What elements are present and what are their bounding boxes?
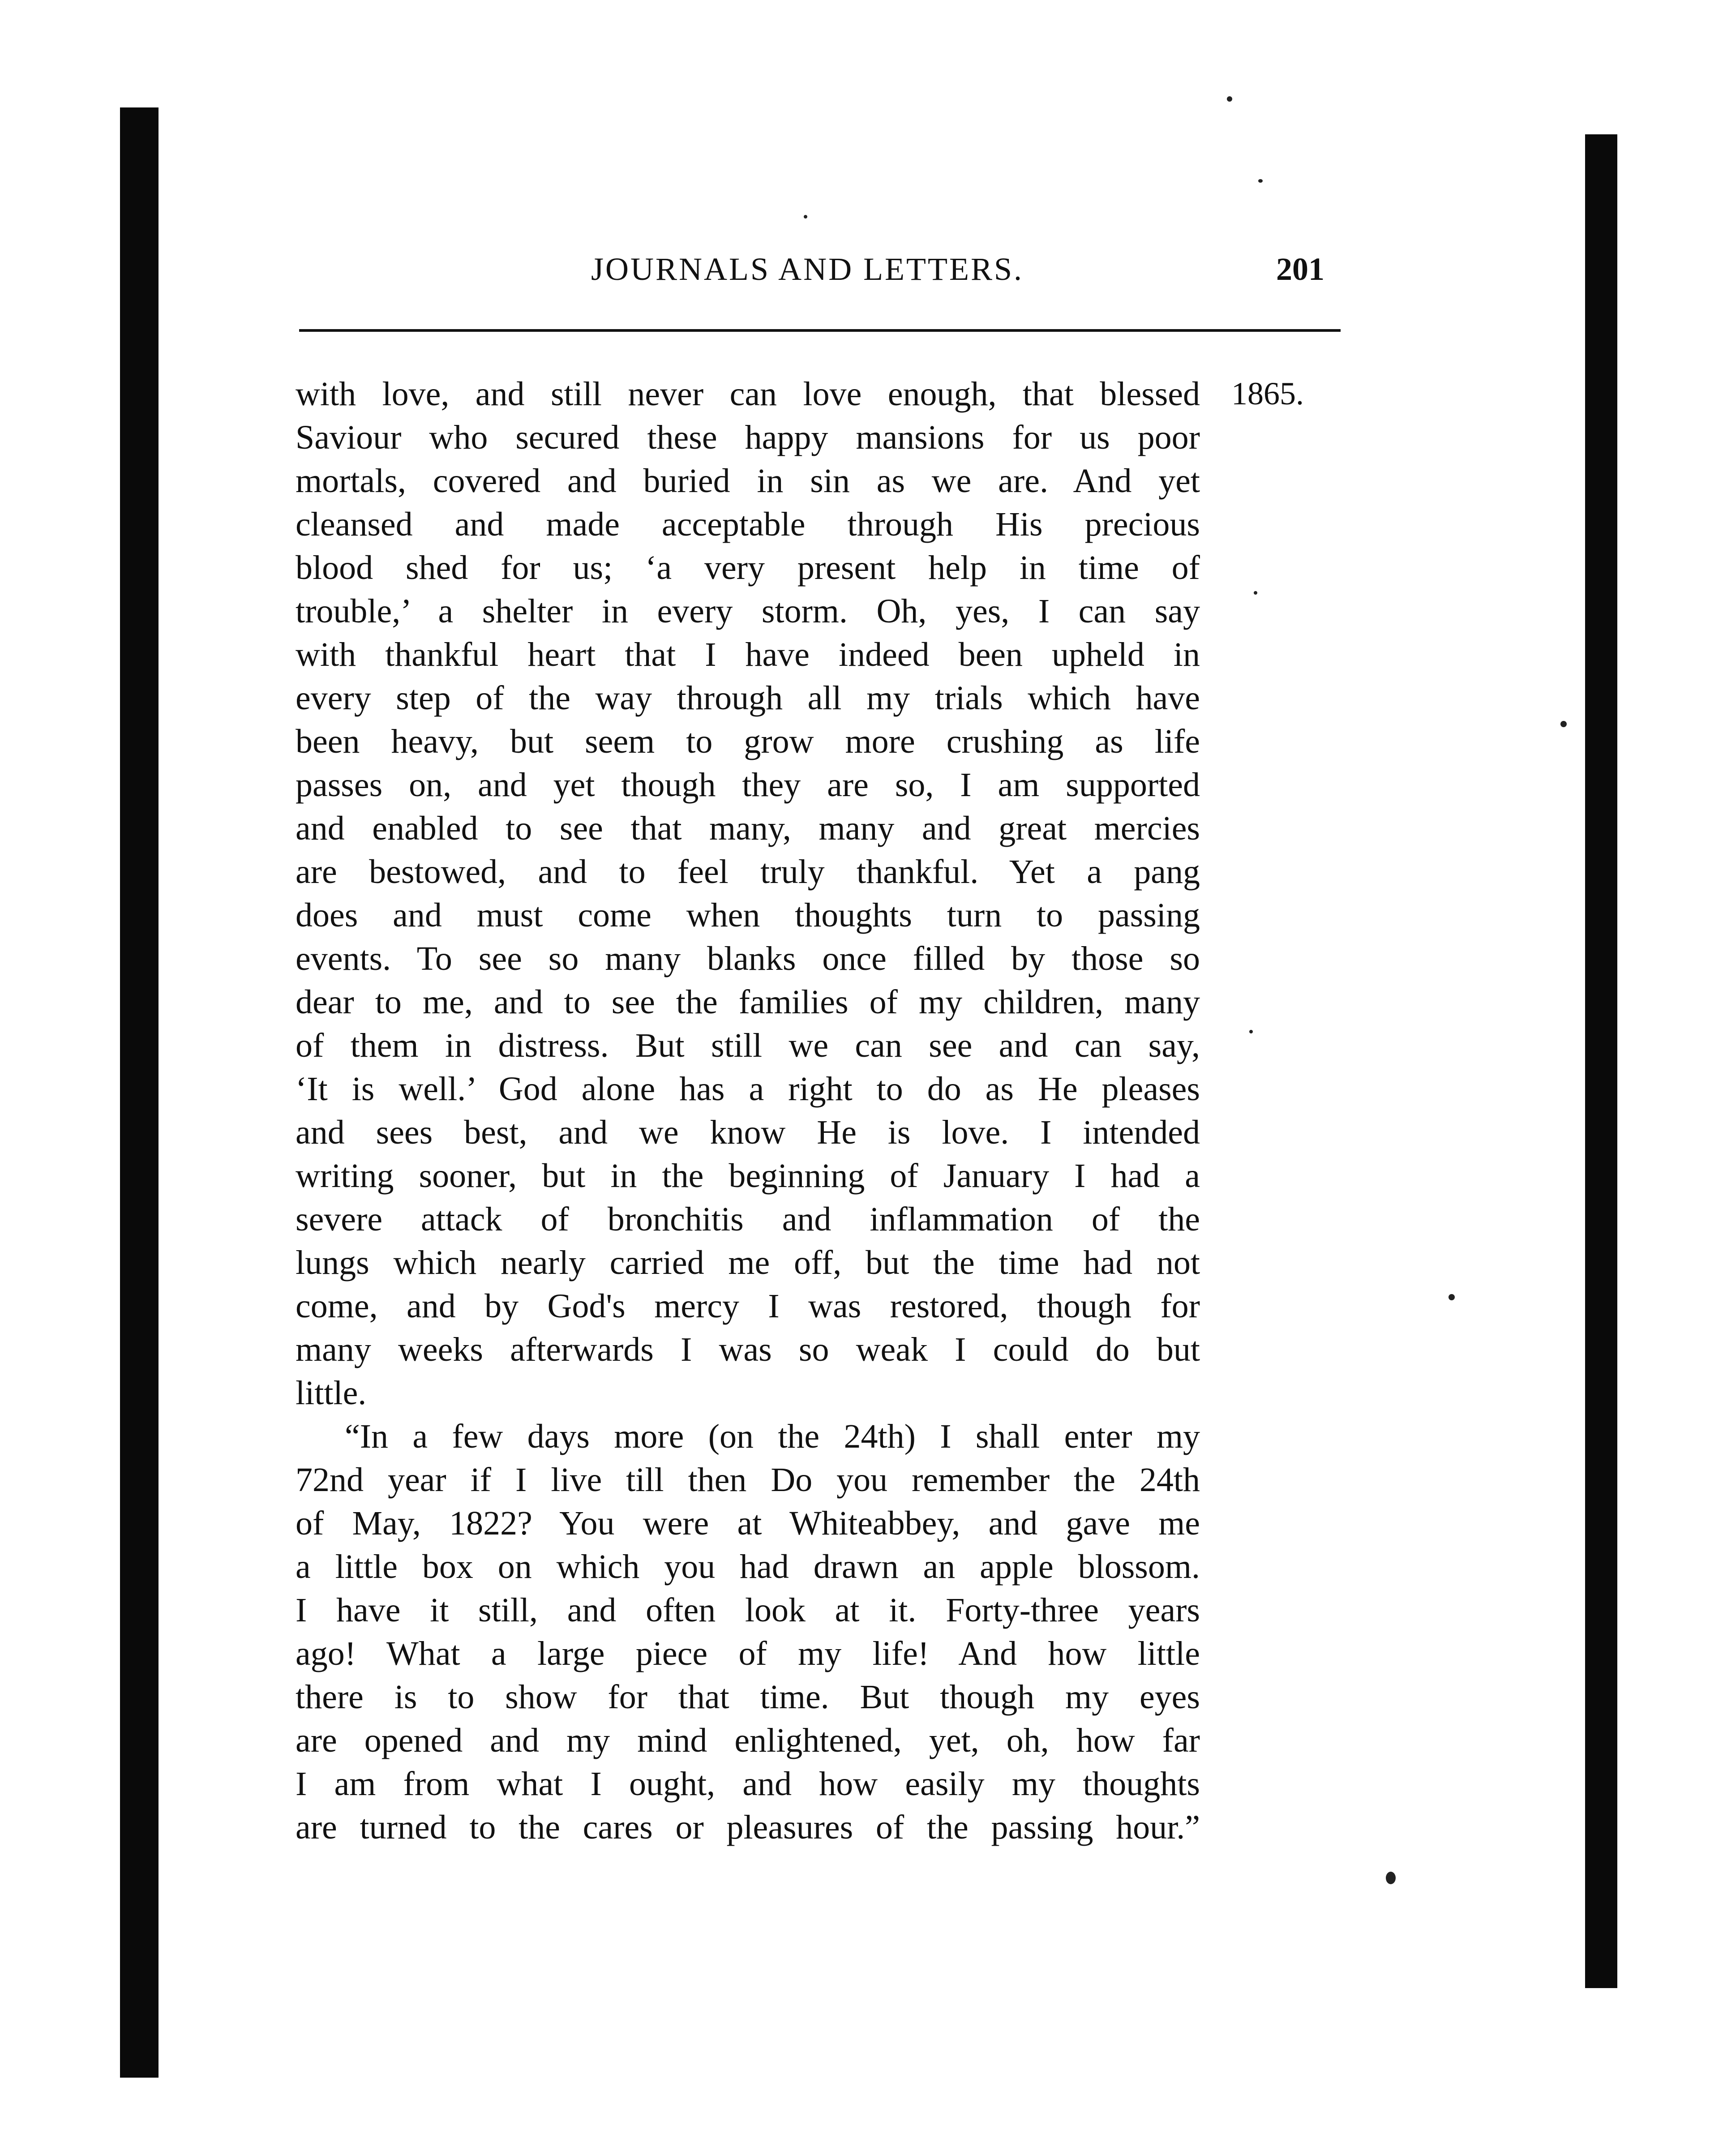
- scan-speck: [1254, 591, 1257, 595]
- scan-speck: [804, 215, 807, 219]
- text-line: every step of the way through all my trials which have: [296, 679, 1200, 717]
- text-line: come, and by God's mercy I was restored, though for: [296, 1287, 1200, 1325]
- text-line: severe attack of bronchitis and inflammation of the: [296, 1200, 1200, 1238]
- letter-text: [296, 373, 1200, 1849]
- text-line: of May, 1822? You were at Whiteabbey, and gave me: [296, 1504, 1200, 1542]
- page-header: [296, 251, 1343, 304]
- scan-speck: [1386, 1872, 1396, 1884]
- text-line: cleansed and made acceptable through His precious: [296, 506, 1200, 543]
- text-line: Saviour who secured these happy mansions for us poor: [296, 419, 1200, 456]
- text-line: many weeks afterwards I was so weak I could do but: [296, 1331, 1200, 1368]
- text-line: blood shed for us; ‘a very present help in time of: [296, 549, 1200, 587]
- text-line: and sees best, and we know He is love. I intended: [296, 1114, 1200, 1151]
- text-line: there is to show for that time. But though my eyes: [296, 1678, 1200, 1716]
- text-line: passes on, and yet though they are so, I am supported: [296, 766, 1200, 804]
- scan-speck: [1258, 179, 1263, 183]
- right-page-edge-shadow: [1585, 134, 1617, 1988]
- text-line: with thankful heart that I have indeed been upheld in: [296, 636, 1200, 673]
- text-line: mortals, covered and buried in sin as we are. And yet: [296, 462, 1200, 500]
- text-line: dear to me, and to see the families of my children, many: [296, 983, 1200, 1021]
- text-line: are bestowed, and to feel truly thankful. Yet a pang: [296, 853, 1200, 891]
- text-line: events. To see so many blanks once filled by those so: [296, 940, 1200, 977]
- text-line: I am from what I ought, and how easily my thoughts: [296, 1765, 1200, 1803]
- text-line: “In a few days more (on the 24th) I shall enter my: [345, 1418, 1200, 1455]
- scan-speck: [1560, 721, 1567, 727]
- text-line: trouble,’ a shelter in every storm. Oh, yes, I can say: [296, 592, 1200, 630]
- text-line: of them in distress. But still we can see and can say,: [296, 1027, 1200, 1064]
- text-line: been heavy, but seem to grow more crushing as life: [296, 723, 1200, 760]
- text-line: with love, and still never can love enough, that blessed: [296, 375, 1200, 413]
- scan-speck: [1227, 96, 1232, 102]
- left-binding-shadow: [120, 107, 159, 2078]
- page-number: 201: [1276, 251, 1324, 287]
- scan-speck: [1449, 1294, 1455, 1300]
- text-line: are opened and my mind enlightened, yet, oh, how far: [296, 1722, 1200, 1759]
- text-line: ago! What a large piece of my life! And how little: [296, 1635, 1200, 1672]
- text-line: 72nd year if I live till then Do you remember the 24th: [296, 1461, 1200, 1499]
- text-line: are turned to the cares or pleasures of the passing hour.”: [296, 1809, 1200, 1846]
- scan-speck: [1249, 1030, 1253, 1033]
- margin-year-note: 1865.: [1231, 376, 1304, 411]
- text-line: I have it still, and often look at it. Forty-three years: [296, 1591, 1200, 1629]
- paragraph: [296, 1415, 1200, 1849]
- paragraph: [296, 373, 1200, 1415]
- text-line: a little box on which you had drawn an apple blossom.: [296, 1548, 1200, 1586]
- text-line: little.: [296, 1374, 367, 1412]
- running-head: JOURNALS AND LETTERS.: [591, 251, 1024, 287]
- text-line: ‘It is well.’ God alone has a right to do as He pleases: [296, 1070, 1200, 1108]
- text-line: lungs which nearly carried me off, but the time had not: [296, 1244, 1200, 1282]
- text-line: and enabled to see that many, many and great mercies: [296, 810, 1200, 847]
- header-rule: [299, 329, 1341, 332]
- text-line: does and must come when thoughts turn to passing: [296, 896, 1200, 934]
- text-line: writing sooner, but in the beginning of January I had a: [296, 1157, 1200, 1195]
